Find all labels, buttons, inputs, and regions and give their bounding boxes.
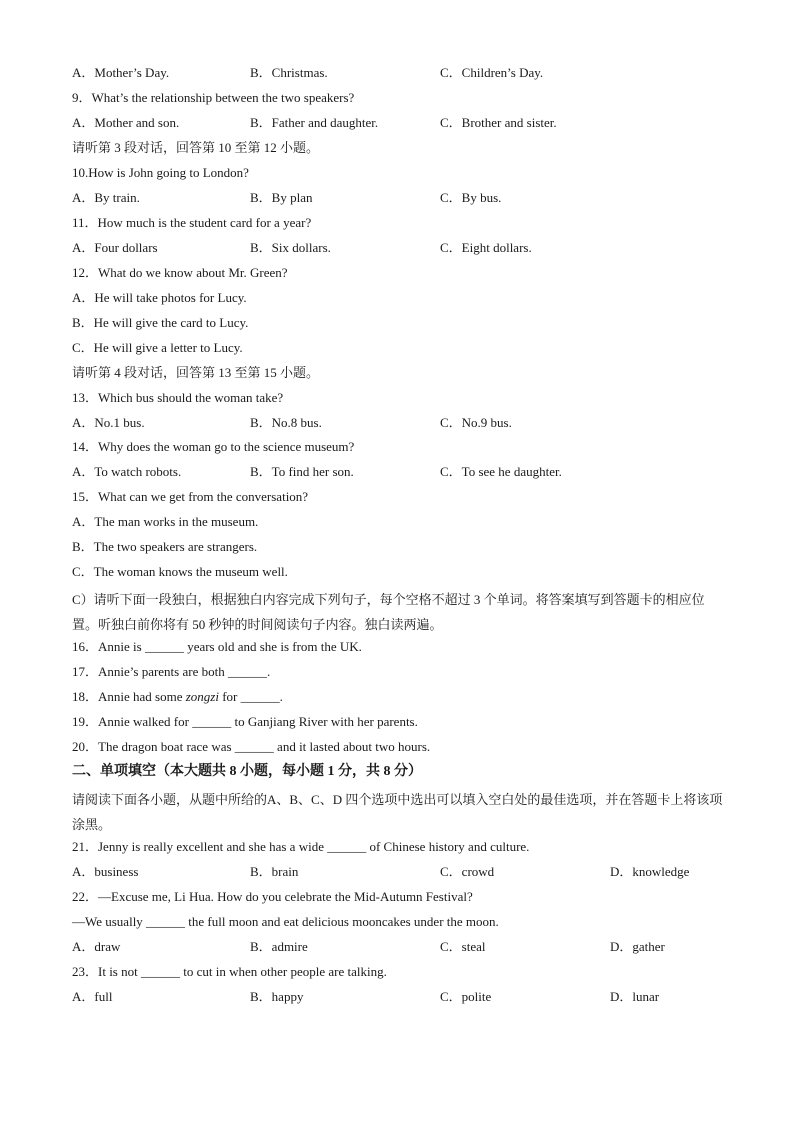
q18-sentence <box>72 687 283 707</box>
q14-option-c: C．To see he daughter. <box>440 464 562 479</box>
q18-italic-word: zongzi <box>185 689 219 704</box>
q9-option-c: C．Brother and sister. <box>440 115 557 130</box>
q13-question: 13．Which bus should the woman take? <box>72 390 284 405</box>
instruction-dialog-3: 请听第 3 段对话，回答第 10 至第 12 小题。 <box>72 140 320 155</box>
q22-option-a: A．draw <box>72 939 121 954</box>
q16-sentence: 16．Annie is ______ years old and she is from the UK. <box>72 639 362 654</box>
q17-sentence: 17．Annie’s parents are both ______. <box>72 664 271 679</box>
q10-option-a: A．By train. <box>72 190 140 205</box>
q8-option-b: B．Christmas. <box>250 65 328 80</box>
q21-option-c: C．crowd <box>440 864 495 879</box>
q9-option-a: A．Mother and son. <box>72 115 180 130</box>
q9-question: 9．What’s the relationship between the two speakers? <box>72 90 355 105</box>
q11-option-a: A．Four dollars <box>72 240 158 255</box>
q10-option-b: B．By plan <box>250 190 313 205</box>
q22-option-d: D．gather <box>610 939 665 954</box>
q15-option-b: B．The two speakers are strangers. <box>72 539 258 554</box>
q10-question: 10.How is John going to London? <box>72 165 249 180</box>
q22-option-c: C．steal <box>440 939 486 954</box>
q18-text-start: 18．Annie had some <box>72 689 186 704</box>
q13-option-a: A．No.1 bus. <box>72 415 145 430</box>
q20-sentence: 20．The dragon boat race was ______ and it lasted about two hours. <box>72 739 431 754</box>
q11-option-c: C．Eight dollars. <box>440 240 532 255</box>
q14-option-a: A．To watch robots. <box>72 464 182 479</box>
q15-option-a: A．The man works in the museum. <box>72 514 259 529</box>
q13-option-b: B．No.8 bus. <box>250 415 322 430</box>
q12-option-c: C．He will give a letter to Lucy. <box>72 340 243 355</box>
part-2-title: 二、单项填空（本大题共 8 小题，每小题 1 分，共 8 分） <box>72 764 422 779</box>
q14-option-b: B．To find her son. <box>250 464 354 479</box>
q15-option-c: C．The woman knows the museum well. <box>72 564 288 579</box>
part-2-instruction: 请阅读下面各小题，从题中所给的A、B、C、D 四个选项中选出可以填入空白处的最佳选项，并在答题卡上将该项涂黑。 <box>72 792 723 832</box>
q23-option-d: D．lunar <box>610 989 660 1004</box>
q22-question-line-1: 22．—Excuse me, Li Hua. How do you celebrate the Mid-Autumn Festival? <box>72 889 473 904</box>
q23-option-c: C．polite <box>440 989 492 1004</box>
q12-question: 12．What do we know about Mr. Green? <box>72 265 288 280</box>
q12-option-b: B．He will give the card to Lucy. <box>72 315 249 330</box>
q21-option-b: B．brain <box>250 864 299 879</box>
q15-question: 15．What can we get from the conversation? <box>72 489 309 504</box>
q22-option-b: B．admire <box>250 939 308 954</box>
q21-option-a: A．business <box>72 864 139 879</box>
section-c-instruction: C）请听下面一段独白，根据独白内容完成下列句子，每个空格不超过 3 个单词。将答案填写到答题卡的相应位置。听独白前你将有 50 秒钟的时间阅读句子内容。独白读两遍。 <box>72 592 705 632</box>
q23-question: 23．It is not ______ to cut in when other people are talking. <box>72 964 387 979</box>
q18-text-end: for ______. <box>218 689 283 704</box>
q14-question: 14．Why does the woman go to the science museum? <box>72 439 355 454</box>
q11-option-b: B．Six dollars. <box>250 240 331 255</box>
q21-option-d: D．knowledge <box>610 864 690 879</box>
q22-question-line-2: —We usually ______ the full moon and eat delicious mooncakes under the moon. <box>72 914 499 929</box>
q10-option-c: C．By bus. <box>440 190 502 205</box>
q11-question: 11．How much is the student card for a year? <box>72 215 312 230</box>
q8-option-c: C．Children’s Day. <box>440 65 544 80</box>
q13-option-c: C．No.9 bus. <box>440 415 512 430</box>
q23-option-a: A．full <box>72 989 113 1004</box>
q21-question: 21．Jenny is really excellent and she has a wide ______ of Chinese history and culture. <box>72 839 530 854</box>
q9-option-b: B．Father and daughter. <box>250 115 379 130</box>
q12-option-a: A．He will take photos for Lucy. <box>72 290 247 305</box>
q19-sentence: 19．Annie walked for ______ to Ganjiang River with her parents. <box>72 714 418 729</box>
q23-option-b: B．happy <box>250 989 304 1004</box>
instruction-dialog-4: 请听第 4 段对话，回答第 13 至第 15 小题。 <box>72 365 320 380</box>
q8-option-a: A．Mother’s Day. <box>72 65 170 80</box>
